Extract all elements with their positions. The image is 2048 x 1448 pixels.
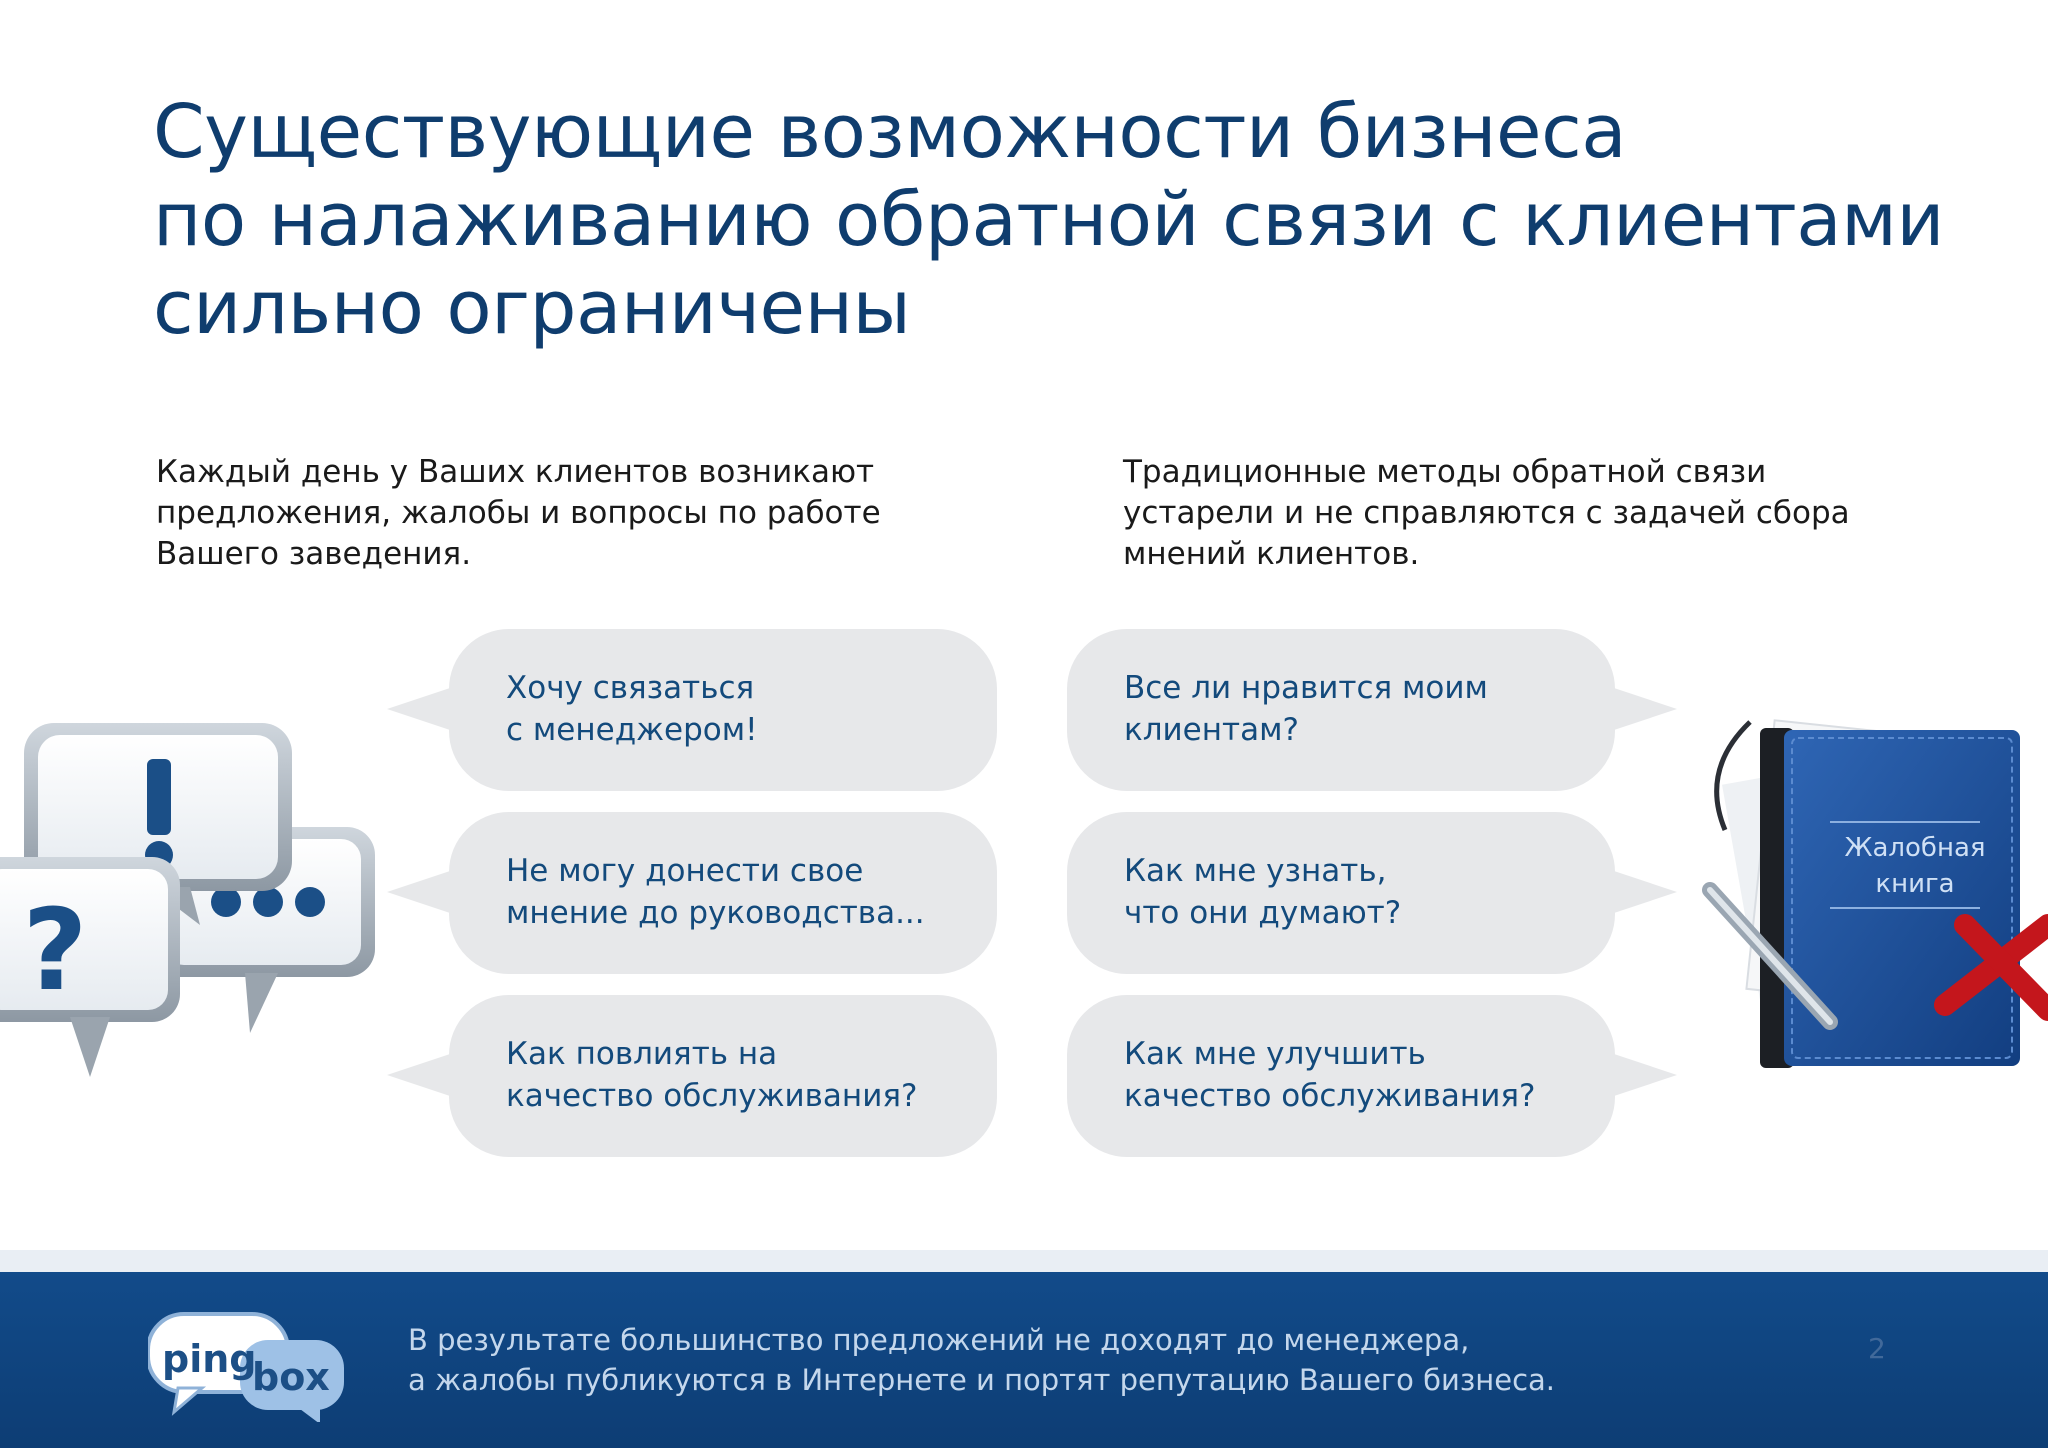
bubble-line: Как повлиять на [506,1036,778,1072]
bubble-text [1124,1033,1594,1117]
left-intro-line: предложения, жалобы и вопросы по работе [156,495,881,531]
bubble-line: Все ли нравится моим [1124,670,1488,706]
footer-divider [0,1250,2048,1272]
bubble-text [1124,850,1594,934]
bubble-text [506,850,976,934]
pingbox-logo [148,1312,348,1422]
right-intro-line: устарели и не справляются с задачей сбора [1123,495,1850,531]
speech-bubble [449,812,997,974]
bubble-text [506,667,976,751]
logo-text-box: box [252,1355,330,1399]
speech-bubble [1067,995,1615,1157]
book-label-line: Жалобная [1844,833,1986,863]
bubble-line: Хочу связаться [506,670,755,706]
speech-bubbles-icon [0,715,400,1085]
book-label-line: книга [1875,869,1955,899]
title-line-1: Существующие возможности бизнеса [153,89,1627,175]
bubble-line: Не могу донести свое [506,853,864,889]
svg-text:?: ? [22,886,88,1016]
bubble-line: клиентам? [1124,712,1299,748]
bubble-line: качество обслуживания? [506,1078,918,1114]
bubble-line: мнение до руководства... [506,895,925,931]
complaint-book-icon [1680,710,2048,1120]
title-line-3: сильно ограничены [153,265,911,351]
bubble-text [506,1033,976,1117]
right-intro-line: Традиционные методы обратной связи [1123,454,1767,490]
footer-text [408,1320,1555,1400]
left-intro-line: Вашего заведения. [156,536,472,572]
bubble-line: с менеджером! [506,712,758,748]
title-line-2: по налаживанию обратной связи с клиентами [153,177,1945,263]
left-intro-line: Каждый день у Ваших клиентов возникают [156,454,875,490]
footer-text-line: В результате большинство предложений не доходят до менеджера, [408,1323,1470,1357]
speech-bubble [449,995,997,1157]
bubble-line: качество обслуживания? [1124,1078,1536,1114]
speech-bubble [449,629,997,791]
bubble-line: что они думают? [1124,895,1402,931]
footer-text-line: а жалобы публикуются в Интернете и портят репутацию Вашего бизнеса. [408,1363,1556,1397]
footer [0,1272,2048,1448]
left-intro-text [156,452,916,575]
speech-bubble [1067,629,1615,791]
bubble-line: Как мне улучшить [1124,1036,1426,1072]
slide-title [153,88,1953,352]
logo-text-ping: ping [162,1337,257,1381]
speech-bubble [1067,812,1615,974]
right-intro-line: мнений клиентов. [1123,536,1420,572]
bubble-text [1124,667,1594,751]
bubble-line: Как мне узнать, [1124,853,1387,889]
right-intro-text [1123,452,1883,575]
page-number: 2 [1868,1332,1886,1365]
